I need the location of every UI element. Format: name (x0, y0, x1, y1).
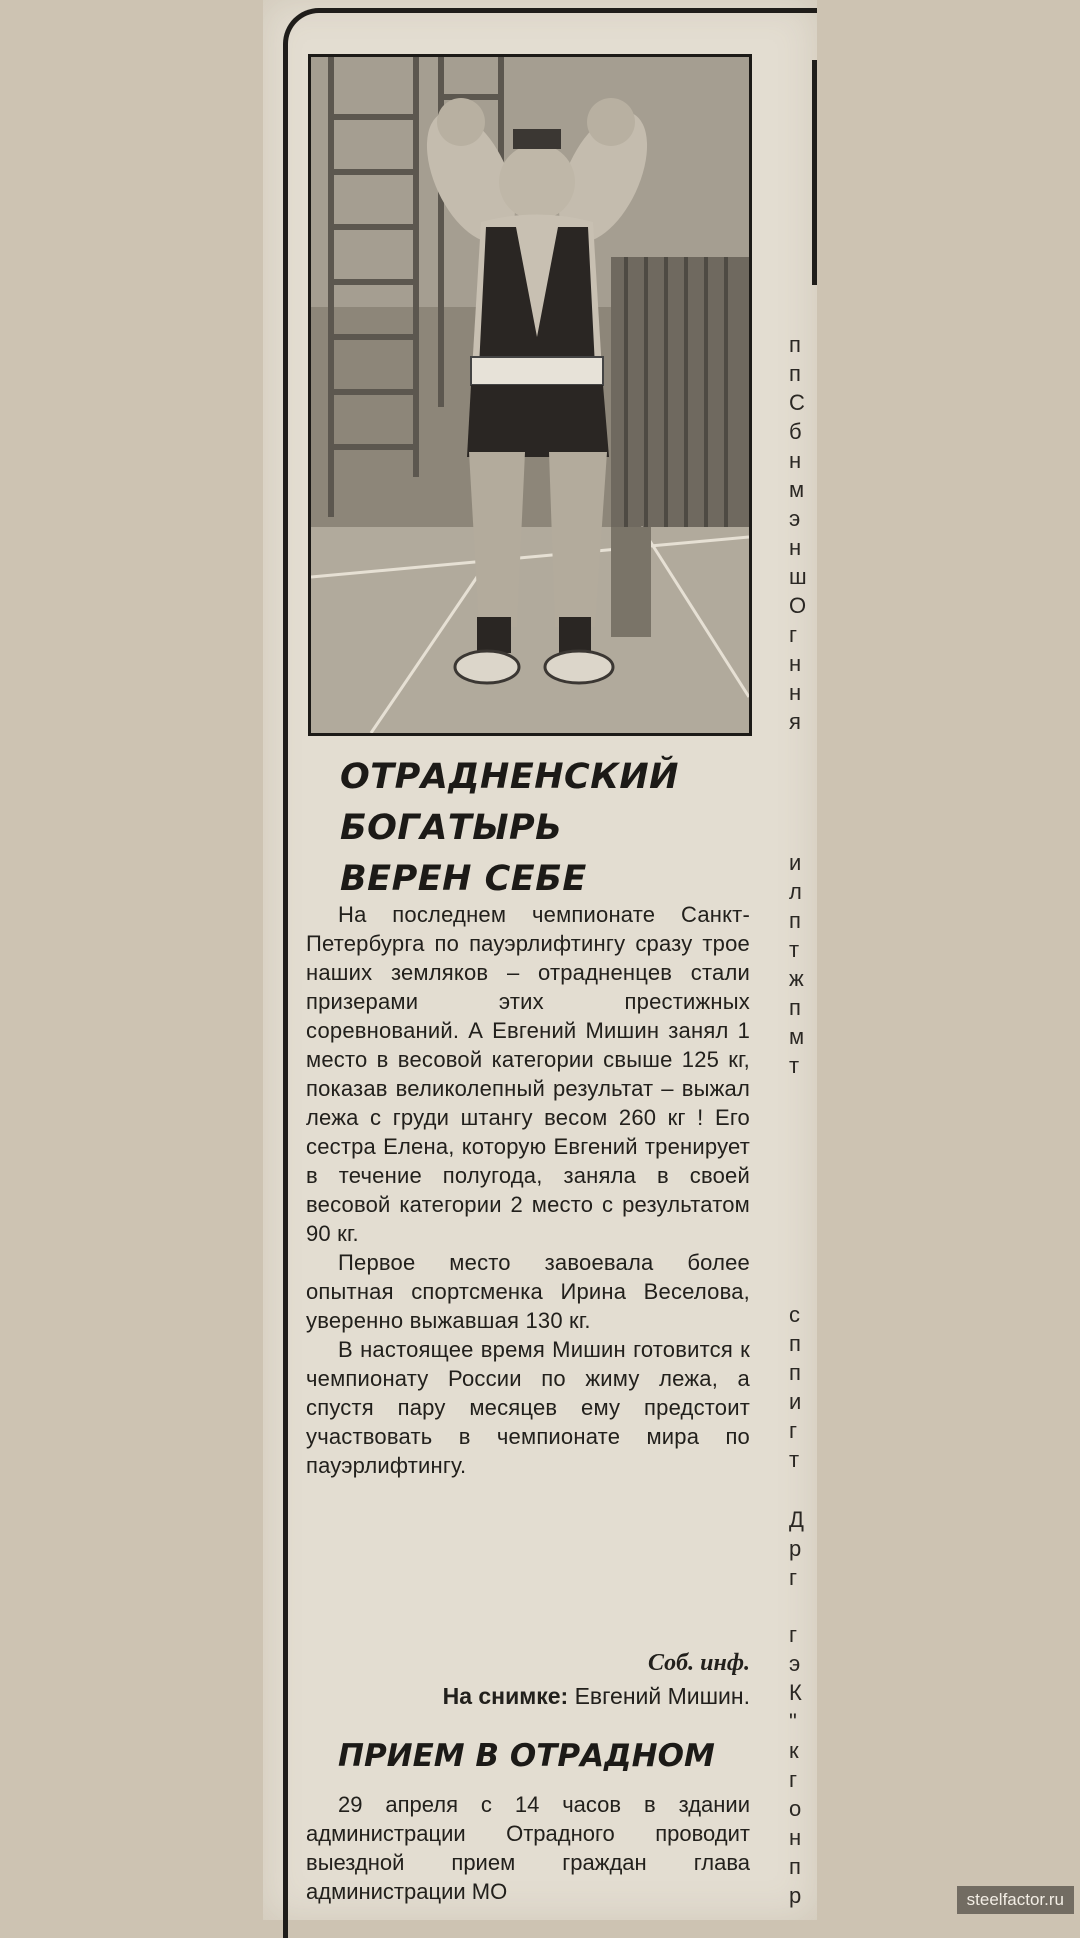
column-fragment: б (789, 419, 802, 444)
column-fragment: т (789, 1447, 800, 1472)
adjacent-column-fragments (789, 0, 817, 1920)
column-fragment: К (789, 1680, 802, 1705)
second-article-body (306, 1790, 750, 1906)
headline-line: ВЕРЕН СЕБЕ (340, 859, 587, 899)
second-article-headline: ПРИЕМ В ОТРАДНОМ (338, 1738, 715, 1774)
caption-text: Евгений Мишин. (574, 1683, 750, 1709)
column-fragment: э (789, 506, 801, 531)
column-fragment: р (789, 1883, 802, 1908)
column-fragment: п (789, 332, 801, 357)
column-fragment: г (789, 622, 798, 647)
column-fragment: т (789, 937, 800, 962)
column-fragment: т (789, 1053, 800, 1078)
column-fragment: " (789, 1709, 797, 1734)
column-fragment: э (789, 1651, 801, 1676)
article-body (306, 900, 750, 1480)
column-fragment: р (789, 1536, 802, 1561)
article-paragraph: В настоящее время Мишин готовится к чемпионату России по жиму лежа, а спустя пару месяцев ему предстоит участвовать в чемпионате мира по пауэрлифтингу. (306, 1337, 750, 1478)
headline-line: ОТРАДНЕНСКИЙ (340, 757, 679, 797)
article-signature: Соб. инф. (648, 1650, 750, 1676)
column-fragment: н (789, 1825, 802, 1850)
article-paragraph: 29 апреля с 14 часов в здании администрации Отрадного проводит выездной прием граждан глава администрации МО (306, 1792, 750, 1904)
caption-label: На снимке: (442, 1683, 569, 1709)
column-fragment: н (789, 448, 802, 473)
column-fragment: г (789, 1767, 798, 1792)
column-fragment: п (789, 1854, 801, 1879)
column-fragment: Д (789, 1507, 804, 1532)
column-fragment: п (789, 995, 801, 1020)
column-fragment: о (789, 1796, 802, 1821)
column-fragment: О (789, 593, 807, 618)
column-fragment: с (789, 1302, 800, 1327)
article-paragraph: Первое место завоевала более опытная спортсменка Ирина Веселова, уверенно выжавшая 130 кг. (306, 1250, 750, 1333)
headline-line: БОГАТЫРЬ (340, 808, 563, 848)
article-photo (308, 54, 752, 736)
column-fragment: ж (789, 966, 804, 991)
column-fragment: п (789, 908, 801, 933)
photo-caption (306, 1683, 750, 1710)
column-fragment: я (789, 709, 801, 734)
column-fragment: н (789, 535, 802, 560)
column-fragment: г (789, 1418, 798, 1443)
watermark: steelfactor.ru (957, 1886, 1074, 1914)
column-fragment: м (789, 477, 805, 502)
column-fragment: г (789, 1565, 798, 1590)
column-fragment: ш (789, 564, 807, 589)
column-fragment: п (789, 1360, 801, 1385)
column-fragment: н (789, 651, 802, 676)
column-fragment: н (789, 680, 802, 705)
column-fragment: п (789, 361, 801, 386)
article-headline (340, 752, 760, 905)
column-fragment: п (789, 1331, 801, 1356)
column-fragment: С (789, 390, 805, 415)
column-fragment: г (789, 1622, 798, 1647)
column-fragment: и (789, 1389, 802, 1414)
column-fragment: и (789, 850, 802, 875)
column-fragment: м (789, 1024, 805, 1049)
athlete-photo-illustration (311, 57, 749, 733)
column-fragment: л (789, 879, 802, 904)
column-fragment: к (789, 1738, 799, 1763)
article-paragraph: На последнем чемпионате Санкт-Петербурга по пауэрлифтингу сразу трое наших земляков – отрадненцев стали призерами этих престижных соревнований. А Евгений Мишин занял 1 место в весовой категории свыше 125 кг, показав великолепный результат – выжал лежа с груди штангу весом 260 кг ! Его сестра Елена, которую Евгений тренирует в течение полугода, заняла в своей весовой категории 2 место с результатом 90 кг. (306, 902, 750, 1246)
